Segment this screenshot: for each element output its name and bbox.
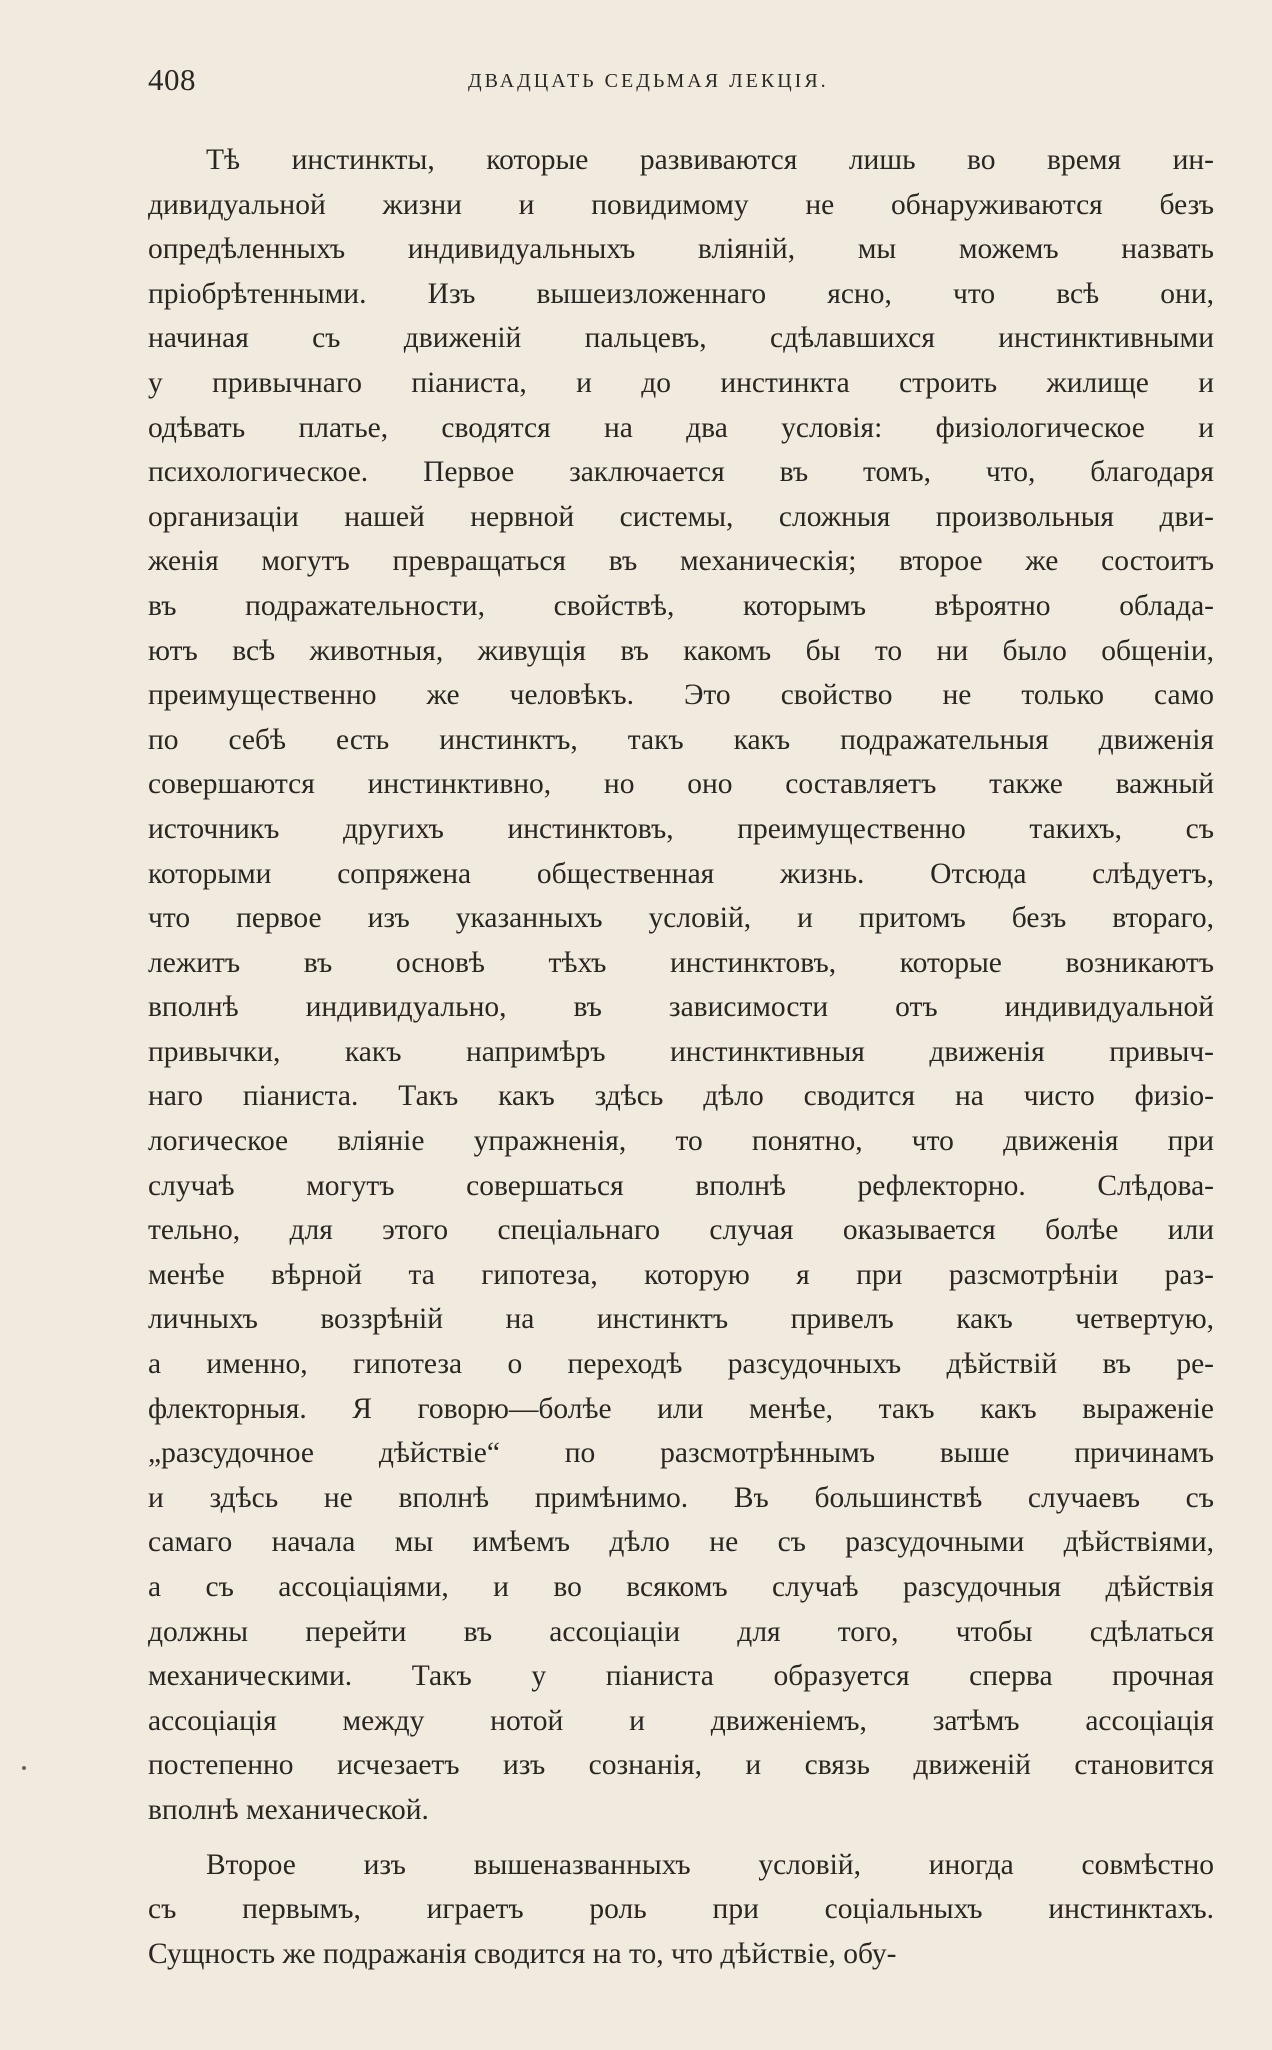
text-line: логическое вліяніе упражненія, то понятно, что движенія при	[148, 1125, 1214, 1158]
text-line: должны перейти въ ассоціаціи для того, чтобы сдѣлаться	[148, 1615, 1214, 1648]
margin-speck	[22, 1766, 26, 1770]
body-text	[148, 138, 1214, 1976]
text-line: флекторныя. Я говорю—болѣе или менѣе, такъ какъ выраженіе	[148, 1392, 1214, 1425]
text-line: вполнѣ механической.	[148, 1793, 429, 1826]
text-line: одѣвать платье, сводятся на два условія: физіологическое и	[148, 411, 1214, 444]
paragraph-gap	[148, 1833, 1214, 1843]
text-line: наго піаниста. Такъ какъ здѣсь дѣло сводится на чисто физіо-	[148, 1080, 1214, 1113]
text-line: психологическое. Первое заключается въ томъ, что, благодаря	[148, 456, 1214, 489]
text-line: лежитъ въ основѣ тѣхъ инстинктовъ, которые возникаютъ	[148, 946, 1214, 979]
text-line: а съ ассоціаціями, и во всякомъ случаѣ разсудочныя дѣйствія	[148, 1571, 1214, 1603]
page-number: 408	[148, 62, 196, 97]
text-line: Сущность же подражанія сводится на то, что дѣйствіе, обу-	[148, 1937, 897, 1970]
text-line: что первое изъ указанныхъ условій, и притомъ безъ втораго,	[148, 902, 1214, 935]
text-line: личныхъ воззрѣній на инстинктъ привелъ какъ четвертую,	[148, 1303, 1214, 1336]
text-line: которыми сопряжена общественная жизнь. Отсюда слѣдуетъ,	[148, 857, 1214, 890]
text-line: привычки, какъ напримѣръ инстинктивныя движенія привыч-	[148, 1035, 1214, 1068]
text-line: по себѣ есть инстинктъ, такъ какъ подражательныя движенія	[148, 723, 1214, 756]
text-line: женія могутъ превращаться въ механическія; второе же состоитъ	[148, 545, 1214, 578]
text-line: „разсудочное дѣйствіе“ по разсмотрѣннымъ выше причинамъ	[148, 1437, 1214, 1470]
text-line: Второе изъ вышеназванныхъ условій, иногда совмѣстно	[206, 1848, 1214, 1881]
text-line: у привычнаго піаниста, и до инстинкта строить жилище и	[148, 366, 1214, 399]
text-line: организаціи нашей нервной системы, сложныя произвольныя дви-	[148, 500, 1214, 533]
text-line: Тѣ инстинкты, которые развиваются лишь во время ин-	[206, 144, 1214, 176]
text-line: дивидуальной жизни и повидимому не обнаруживаются безъ	[148, 188, 1214, 221]
text-line: опредѣленныхъ индивидуальныхъ вліяній, мы можемъ назвать	[148, 233, 1214, 266]
text-line: самаго начала мы имѣемъ дѣло не съ разсудочными дѣйствіями,	[148, 1526, 1214, 1559]
running-title: ДВАДЦАТЬ СЕДЬМАЯ ЛЕКЦІЯ.	[468, 70, 829, 92]
text-line: пріобрѣтенными. Изъ вышеизложеннаго ясно, что всѣ они,	[148, 277, 1214, 310]
text-line: источникъ другихъ инстинктовъ, преимущественно такихъ, съ	[148, 812, 1214, 845]
text-line: случаѣ могутъ совершаться вполнѣ рефлекторно. Слѣдова-	[148, 1169, 1214, 1202]
page-header	[148, 62, 1216, 102]
text-line: а именно, гипотеза о переходѣ разсудочныхъ дѣйствій въ ре-	[148, 1348, 1214, 1381]
paragraph-1	[148, 138, 1214, 1833]
text-line: съ первымъ, играетъ роль при соціальныхъ инстинктахъ.	[148, 1893, 1214, 1926]
text-line: постепенно исчезаетъ изъ сознанія, и связь движеній становится	[148, 1749, 1214, 1782]
text-line: совершаются инстинктивно, но оно составляетъ также важный	[148, 768, 1214, 801]
text-line: менѣе вѣрной та гипотеза, которую я при разсмотрѣніи раз-	[148, 1258, 1214, 1291]
text-line: вполнѣ индивидуально, въ зависимости отъ индивидуальной	[148, 991, 1214, 1024]
text-line: начиная съ движеній пальцевъ, сдѣлавшихся инстинктивными	[148, 322, 1214, 355]
text-line: ассоціація между нотой и движеніемъ, затѣмъ ассоціація	[148, 1704, 1214, 1737]
text-line: преимущественно же человѣкъ. Это свойство не только само	[148, 679, 1214, 712]
text-line: ютъ всѣ животныя, живущія въ какомъ бы то ни было общеніи,	[148, 634, 1214, 667]
paragraph-2	[148, 1843, 1214, 1977]
text-line: механическими. Такъ у піаниста образуется сперва прочная	[148, 1660, 1214, 1693]
text-line: и здѣсь не вполнѣ примѣнимо. Въ большинствѣ случаевъ съ	[148, 1481, 1214, 1514]
text-line: тельно, для этого спеціальнаго случая оказывается болѣе или	[148, 1214, 1214, 1247]
text-line: въ подражательности, свойствѣ, которымъ вѣроятно облада-	[148, 589, 1214, 622]
